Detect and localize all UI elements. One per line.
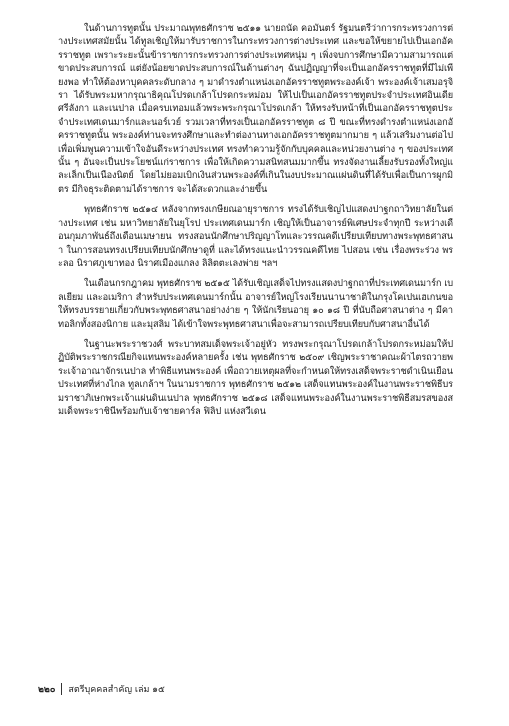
paragraph-retirement-lectures: พุทธศักราช ๒๕๑๔ หลังจากทรงเกษียณอายุราชการ ทรงได้รับเชิญไปแสดงปาฐกถาวิทยาลัยในต่างประเทศ เช่น มหาวิทยาลัยในยุโรป ประเทศเดนมาร์ก เชิญให้เป็นอาจารย์พิเศษประจำทุกปี ระหว่างเดือนกุมภาพันธ์ถึงเดือนเมษายน ทรงสอนนักศึกษาปริญญาโทและวรรณคดีเปรียบเทียบทางพระพุทธศาสนา ในการสอนทรงเปรียบเทียบนักศึกษาดูที่ และได้ทรงแนะนำวรรณคดีไทย ไปสอน เช่น เรื่องพระร่วง พระลอ นิราศภูเขาทอง นิราศเมืองแกลง ลิลิตตะเลงพ่าย ฯลฯ xyxy=(58,204,453,269)
publication-title: สตรีบุคคลสำคัญ เล่ม ๑๕ xyxy=(68,685,165,695)
page-number: ๒๒๐ xyxy=(38,685,56,695)
paragraph-diplomacy: ในด้านการทูตนั้น ประมาณพุทธศักราช ๒๕๑๑ นายถนัด คอมันตร์ รัฐมนตรีว่าการกระทรวงการต่างประเทศสมัยนั้น ได้ทูลเชิญให้มารับราชการในกระทรวงการต่างประเทศ และขอให้ขยายไปเป็นเอกอัครราชทูต เพราะระยะนั้นข้าราชการกระทรวงการต่างประเทศหนุ่ม ๆ เพิ่งจบการศึกษามีความสามารถแต่ขาดประสบการณ์ แต่ยังน้อยขาดประสบการณ์ในด้านต่างๆ ฉันปฏิญญาที่จะเป็นเอกอัครราชทูตที่มีไม่เพียงพอ ทำให้ต้องหาบุคคลระดับกลาง ๆ มาดำรงตำแหน่งเอกอัครราชทูตพระองค์เจ้า พระองค์เจ้าเสมอรุจิรา ได้รับพระมหากรุณาธิคุณโปรดเกล้าโปรดกระหม่อม ให้ไปเป็นเอกอัครราชทูตประจำประเทศอินเดีย ศรีลังกา และเนปาล เมื่อครบเทอมแล้วพระพระกรุณาโปรดเกล้า ให้ทรงรับหน้าที่เป็นเอกอัครราชทูตประจำประเทศเดนมาร์กและนอร์เวย์ รวมเวลาที่ทรงเป็นเอกอัครราชทูต ๘ ปี ขณะที่ทรงดำรงตำแหน่งเอกอัครราชทูตนั้น พระองค์ท่านจะทรงศึกษาและทำต่องานทางเอกอัครราชทูตมากมาย ๆ แล้วเสริมงานต่อไปเพื่อเพิ่มพูนความเข้าใจอันดีระหว่างประเทศ ทรงทำความรู้จักกับบุคคลและหน่วยงานต่าง ๆ ของประเทศนั้น ๆ อันจะเป็นประโยชน์แก่ราชการ เพื่อให้เกิดความสนิทสนมมากขึ้น ทรงจัดงานเลี้ยงรับรองทั้งใหญ่และเล็กเป็นเนืองนิตย์ โดยไม่ยอมเบิกเงินส่วนพระองค์ที่เกินในงบประมาณแผ่นดินที่ได้รับเพื่อเป็นการผูกมิตร มีกิจธุระติดตามได้ราชการ จะได้สะดวกและง่ายขึ้น xyxy=(58,23,453,195)
paragraph-denmark-lectures: ในเดือนกรกฎาคม พุทธศักราช ๒๕๑๕ ได้รับเชิญเสด็จไปทรงแสดงปาฐกถาที่ประเทศเดนมาร์ก เบลเยียม และอเมริกา สำหรับประเทศเดนมาร์กนั้น อาจารย์ใหญ่โรงเรียนนานาชาติในกรุงโคเปนเฮเกนขอให้ทรงบรรยายเกี่ยวกับพระพุทธศาสนาอย่างง่าย ๆ ให้นักเรียนอายุ ๑๐ ๑๘ ปี ที่นับถือศาสนาต่าง ๆ มีคาทอลิกทั้งสองนิกาย และมุสลิม ได้เข้าใจพระพุทธศาสนาเพื่อจะสามารถเปรียบเทียบกับศาสนาอื่นได้ xyxy=(58,278,453,330)
paragraph-royal-duties: ในฐานะพระราชวงศ์ พระบาทสมเด็จพระเจ้าอยู่หัว ทรงพระกรุณาโปรดเกล้าโปรดกระหม่อมให้ปฏิบัติพระราชกรณียกิจแทนพระองค์หลายครั้ง เช่น พุทธศักราช ๒๕๐๙ เชิญพระราชาคณะผ้าไตรถวายพระเจ้าอาณาจักรเนปาล ทำพิธีแทนพระองค์ เพื่อถวายเหตุผลที่จะกำหนดให้ทรงเสด็จพระราชดำเนินเยือนประเทศที่ห่างไกล ทูลเกล้าฯ ในนามราชการ พุทธศักราช ๒๕๑๒ เสด็จแทนพระองค์ในงานพระราชพิธีบรมราชาภิเษกพระเจ้าแผ่นดินเนปาล พุทธศักราช ๒๕๑๘ เสด็จแทนพระองค์ในงานพระราชพิธีสมรสของสมเด็จพระราชินีพร้อมกับเจ้าชายคาร์ล ฟิลิป แห่งสวีเดน xyxy=(58,338,453,417)
page-footer xyxy=(38,682,165,696)
footer-divider xyxy=(61,683,62,695)
document-body xyxy=(58,22,453,425)
